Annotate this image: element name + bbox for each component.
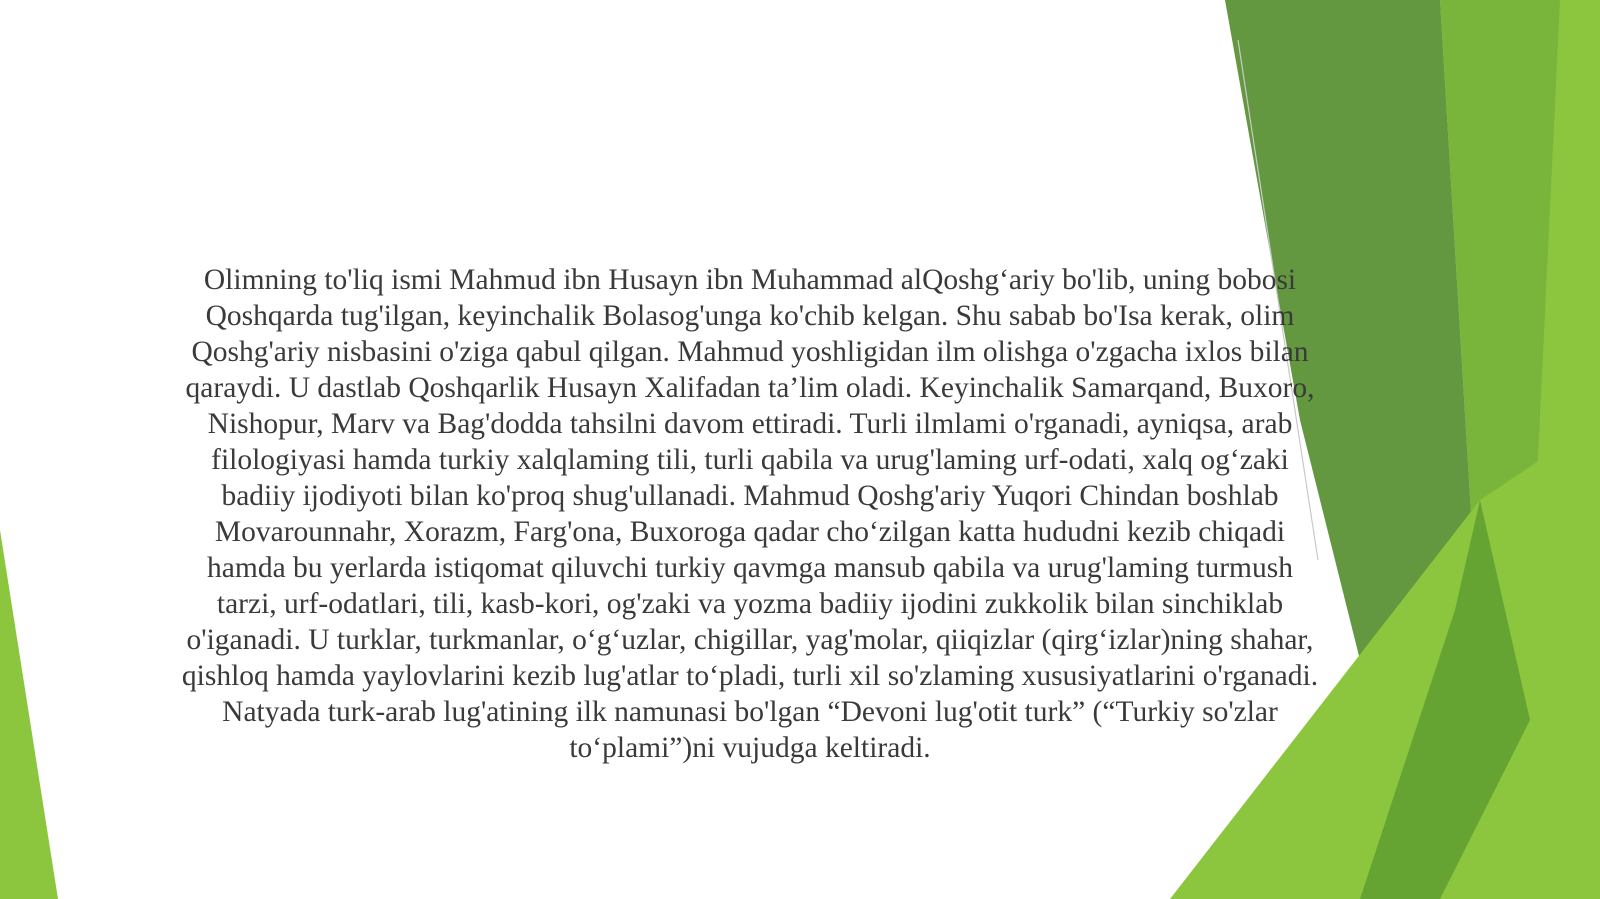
left-green-sliver — [0, 530, 58, 899]
body-text: Olimning to'liq ismi Mahmud ibn Husayn ibn Muhammad alQoshg‘ariy bo'lib, uning bobosi Qoshqarda tug'ilgan, keyinchalik Bolasog'unga ko'chib kelgan. Shu sabab bo'Isa kerak, olim Qoshg'ariy nisbasini o'ziga qabul qilgan. Mahmud yoshligidan ilm olishga o'zgacha ixlos bilan qaraydi. U dastlab Qoshqarlik Husayn Xalifadan ta’lim oladi. Keyinchalik Samarqand, Buxoro, Nishopur, Marv va Bag'dodda tahsilni davom ettiradi. Turli ilmlami o'rganadi, ayniqsa, arab filologiyasi hamda turkiy xalqlaming tili, turli qabila va urug'laming urf-odati, xalq og‘zaki badiiy ijodiyoti bilan ko'proq shug'ullanadi. Mahmud Qoshg'ariy Yuqori Chindan boshlab Movarounnahr, Xorazm, Farg'ona, Buxoroga qadar cho‘zilgan katta hududni kezib chiqadi hamda bu yerlarda istiqomat qiluvchi turkiy qavmga mansub qabila va urug'laming turmush tarzi, urf-odatlari, tili, kasb-kori, og'zaki va yozma badiiy ijodini zukkolik bilan sinchiklab o'iganadi. U turklar, turkmanlar, o‘g‘uzlar, chigillar, yag'molar, qiiqizlar (qirg‘izlar)ning shahar, qishloq hamda yaylovlarini kezib lug'atlar to‘pladi, turli xil so'zlaming xususiyatlarini o'rganadi. Natyada turk-arab lug'atining ilk namunasi bo'lgan “Devoni lug'otit turk” (“Turkiy so'zlar to‘plami”)ni vujudga keltiradi. — [181, 264, 1319, 764]
